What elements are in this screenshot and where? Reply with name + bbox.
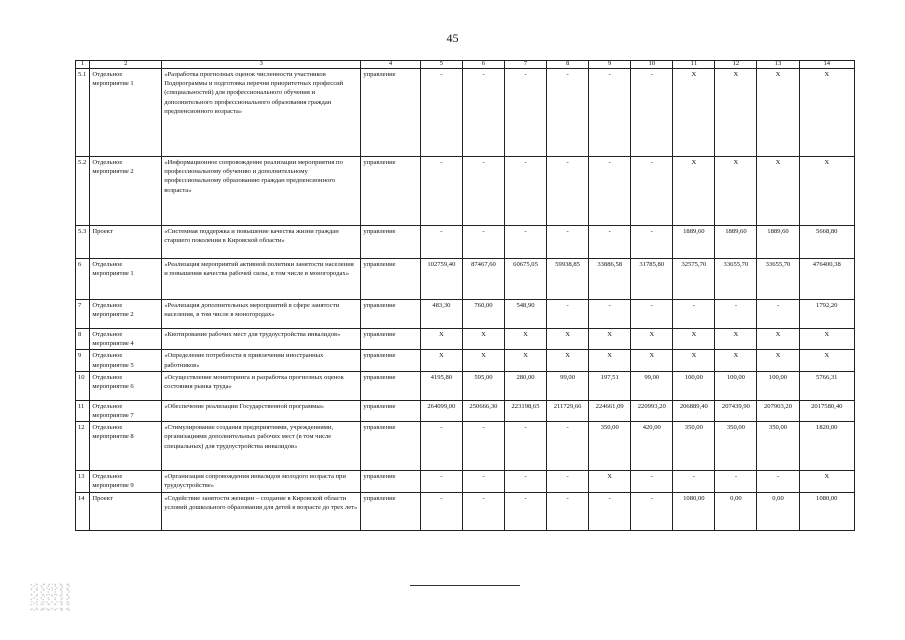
value-cell: X xyxy=(589,350,631,371)
table-row xyxy=(76,471,855,492)
value-cell: X xyxy=(547,329,589,350)
value-cell: - xyxy=(589,69,631,157)
activity-name: «Организация сопровождения инвалидов молодого возраста при трудоустройстве» xyxy=(162,471,361,492)
activity-name: «Реализация мероприятий активной политики занятости населения и повышения качества рабочей силы, в том числе в моногородах» xyxy=(162,259,361,300)
value-cell: X xyxy=(757,329,799,350)
value-cell: 350,00 xyxy=(673,422,715,471)
value-cell: X xyxy=(757,69,799,157)
value-cell: 31785,80 xyxy=(631,259,673,300)
value-cell: 211729,66 xyxy=(547,400,589,421)
executor: управление xyxy=(361,300,421,329)
program-activities-table xyxy=(75,60,855,531)
value-cell: - xyxy=(504,69,546,157)
activity-name: «Обеспечение реализации Государственной программы» xyxy=(162,400,361,421)
value-cell: - xyxy=(420,69,462,157)
value-cell: 33655,70 xyxy=(715,259,757,300)
value-cell: X xyxy=(799,69,854,157)
value-cell: - xyxy=(504,157,546,226)
value-cell: X xyxy=(715,329,757,350)
value-cell: X xyxy=(799,329,854,350)
value-cell: 87467,60 xyxy=(462,259,504,300)
table-row xyxy=(76,422,855,471)
value-cell: - xyxy=(547,492,589,530)
executor: управление xyxy=(361,400,421,421)
value-cell: - xyxy=(631,69,673,157)
table-row xyxy=(76,226,855,259)
header-cell: 14 xyxy=(799,61,854,69)
value-cell: 0,00 xyxy=(715,492,757,530)
value-cell: - xyxy=(420,422,462,471)
value-cell: - xyxy=(673,300,715,329)
value-cell: X xyxy=(673,329,715,350)
column-number-row xyxy=(76,61,855,69)
value-cell: 60675,05 xyxy=(504,259,546,300)
row-number: 5.3 xyxy=(76,226,90,259)
value-cell: 100,00 xyxy=(673,371,715,400)
value-cell: X xyxy=(757,350,799,371)
table-row xyxy=(76,157,855,226)
header-cell: 9 xyxy=(589,61,631,69)
activity-name: «Системная поддержка и повышение качества жизни граждан старшего поколения в Кировской области» xyxy=(162,226,361,259)
value-cell: X xyxy=(504,329,546,350)
value-cell: 264099,00 xyxy=(420,400,462,421)
value-cell: 99,00 xyxy=(631,371,673,400)
header-cell: 5 xyxy=(420,61,462,69)
row-number: 10 xyxy=(76,371,90,400)
value-cell: 207903,20 xyxy=(757,400,799,421)
value-cell: - xyxy=(589,492,631,530)
value-cell: X xyxy=(673,350,715,371)
activity-type: Отдельное мероприятие 9 xyxy=(90,471,162,492)
value-cell: 5766,31 xyxy=(799,371,854,400)
value-cell: 102759,40 xyxy=(420,259,462,300)
activity-name: «Содействие занятости женщин – создание в Кировской области условий дошкольного образования для детей в возрасте до трех лет» xyxy=(162,492,361,530)
value-cell: 33886,58 xyxy=(589,259,631,300)
row-number: 14 xyxy=(76,492,90,530)
value-cell: - xyxy=(757,300,799,329)
row-number: 9 xyxy=(76,350,90,371)
value-cell: - xyxy=(631,157,673,226)
value-cell: - xyxy=(420,471,462,492)
executor: управление xyxy=(361,492,421,530)
value-cell: - xyxy=(547,471,589,492)
value-cell: X xyxy=(673,69,715,157)
header-cell: 11 xyxy=(673,61,715,69)
value-cell: - xyxy=(589,300,631,329)
activity-type: Отдельное мероприятие 7 xyxy=(90,400,162,421)
value-cell: 206889,40 xyxy=(673,400,715,421)
value-cell: 548,90 xyxy=(504,300,546,329)
activity-name: «Разработка прогнозных оценок численности участников Подпрограммы и подготовка перечня приоритетных профессий (специальностей) для профессионального обучения и дополнительного профессионального образования граждан предпенсионного возраста» xyxy=(162,69,361,157)
value-cell: 350,00 xyxy=(757,422,799,471)
executor: управление xyxy=(361,259,421,300)
value-cell: X xyxy=(757,157,799,226)
value-cell: 4195,80 xyxy=(420,371,462,400)
value-cell: - xyxy=(547,157,589,226)
value-cell: - xyxy=(504,492,546,530)
header-cell: 8 xyxy=(547,61,589,69)
table-row xyxy=(76,400,855,421)
value-cell: 280,00 xyxy=(504,371,546,400)
value-cell: X xyxy=(715,69,757,157)
executor: управление xyxy=(361,226,421,259)
value-cell: X xyxy=(799,350,854,371)
activity-name: «Реализация дополнительных мероприятий в сфере занятости населения, в том числе в моногородах» xyxy=(162,300,361,329)
value-cell: 207439,90 xyxy=(715,400,757,421)
value-cell: 220993,20 xyxy=(631,400,673,421)
value-cell: 1080,00 xyxy=(799,492,854,530)
value-cell: 99,00 xyxy=(547,371,589,400)
header-cell: 13 xyxy=(757,61,799,69)
header-cell: 2 xyxy=(90,61,162,69)
value-cell: 420,00 xyxy=(631,422,673,471)
value-cell: - xyxy=(462,422,504,471)
value-cell: - xyxy=(589,226,631,259)
value-cell: - xyxy=(462,492,504,530)
value-cell: X xyxy=(462,350,504,371)
scan-noise xyxy=(30,583,70,613)
row-number: 5.1 xyxy=(76,69,90,157)
footer-rule xyxy=(410,585,520,586)
value-cell: 1889,60 xyxy=(757,226,799,259)
value-cell: - xyxy=(715,471,757,492)
table-row xyxy=(76,259,855,300)
value-cell: 1889,60 xyxy=(715,226,757,259)
value-cell: 33655,70 xyxy=(757,259,799,300)
table-row xyxy=(76,371,855,400)
value-cell: - xyxy=(715,300,757,329)
value-cell: 32575,70 xyxy=(673,259,715,300)
activity-type: Отдельное мероприятие 8 xyxy=(90,422,162,471)
value-cell: 483,30 xyxy=(420,300,462,329)
value-cell: - xyxy=(420,226,462,259)
value-cell: - xyxy=(589,157,631,226)
value-cell: 100,00 xyxy=(757,371,799,400)
value-cell: 2017580,40 xyxy=(799,400,854,421)
value-cell: - xyxy=(504,422,546,471)
value-cell: - xyxy=(547,300,589,329)
value-cell: X xyxy=(715,350,757,371)
value-cell: X xyxy=(420,350,462,371)
table-row xyxy=(76,350,855,371)
executor: управление xyxy=(361,350,421,371)
activity-type: Отдельное мероприятие 2 xyxy=(90,300,162,329)
value-cell: X xyxy=(462,329,504,350)
value-cell: 476400,38 xyxy=(799,259,854,300)
value-cell: - xyxy=(547,226,589,259)
executor: управление xyxy=(361,69,421,157)
header-cell: 1 xyxy=(76,61,90,69)
header-cell: 7 xyxy=(504,61,546,69)
header-cell: 4 xyxy=(361,61,421,69)
value-cell: X xyxy=(631,329,673,350)
executor: управление xyxy=(361,471,421,492)
activity-type: Отдельное мероприятие 4 xyxy=(90,329,162,350)
row-number: 5.2 xyxy=(76,157,90,226)
value-cell: 0,00 xyxy=(757,492,799,530)
activity-type: Отдельное мероприятие 2 xyxy=(90,157,162,226)
table-row xyxy=(76,69,855,157)
activity-type: Отдельное мероприятие 5 xyxy=(90,350,162,371)
value-cell: - xyxy=(420,492,462,530)
activity-name: «Определение потребности в привлечении иностранных работников» xyxy=(162,350,361,371)
value-cell: 1889,60 xyxy=(673,226,715,259)
value-cell: - xyxy=(462,226,504,259)
value-cell: X xyxy=(589,329,631,350)
value-cell: X xyxy=(799,471,854,492)
row-number: 12 xyxy=(76,422,90,471)
value-cell: X xyxy=(715,157,757,226)
activity-name: «Стимулирование создания предприятиями, учреждениями, организациями дополнительных рабочих мест (в том числе специальных) для трудоустройства инвалидов» xyxy=(162,422,361,471)
value-cell: 59938,85 xyxy=(547,259,589,300)
activity-type: Отдельное мероприятие 1 xyxy=(90,69,162,157)
value-cell: 5668,80 xyxy=(799,226,854,259)
value-cell: 197,51 xyxy=(589,371,631,400)
table-row xyxy=(76,300,855,329)
value-cell: - xyxy=(420,157,462,226)
value-cell: X xyxy=(631,350,673,371)
value-cell: X xyxy=(799,157,854,226)
activity-name: «Осуществление мониторинга и разработка прогнозных оценок состояния рынка труда» xyxy=(162,371,361,400)
row-number: 11 xyxy=(76,400,90,421)
row-number: 13 xyxy=(76,471,90,492)
value-cell: - xyxy=(462,471,504,492)
executor: управление xyxy=(361,422,421,471)
value-cell: - xyxy=(462,157,504,226)
activity-type: Отдельное мероприятие 1 xyxy=(90,259,162,300)
header-cell: 10 xyxy=(631,61,673,69)
value-cell: 595,00 xyxy=(462,371,504,400)
activity-type: Проект xyxy=(90,226,162,259)
activity-name: «Квотирование рабочих мест для трудоустройства инвалидов» xyxy=(162,329,361,350)
value-cell: - xyxy=(631,492,673,530)
value-cell: X xyxy=(547,350,589,371)
value-cell: 350,00 xyxy=(715,422,757,471)
executor: управление xyxy=(361,371,421,400)
table-row xyxy=(76,492,855,530)
header-cell: 6 xyxy=(462,61,504,69)
value-cell: - xyxy=(504,226,546,259)
value-cell: 1080,00 xyxy=(673,492,715,530)
header-cell: 3 xyxy=(162,61,361,69)
value-cell: 250666,30 xyxy=(462,400,504,421)
value-cell: - xyxy=(757,471,799,492)
value-cell: - xyxy=(462,69,504,157)
value-cell: 1792,20 xyxy=(799,300,854,329)
executor: управление xyxy=(361,329,421,350)
value-cell: 224661,09 xyxy=(589,400,631,421)
value-cell: X xyxy=(589,471,631,492)
value-cell: 760,00 xyxy=(462,300,504,329)
value-cell: X xyxy=(420,329,462,350)
value-cell: - xyxy=(631,226,673,259)
value-cell: X xyxy=(504,350,546,371)
row-number: 6 xyxy=(76,259,90,300)
activity-type: Отдельное мероприятие 6 xyxy=(90,371,162,400)
value-cell: - xyxy=(631,300,673,329)
value-cell: 100,00 xyxy=(715,371,757,400)
value-cell: - xyxy=(631,471,673,492)
row-number: 7 xyxy=(76,300,90,329)
activity-name: «Информационное сопровождение реализации мероприятия по профессиональному обучению и дополнительному профессиональному образованию граждан предпенсионного возраста» xyxy=(162,157,361,226)
activity-type: Проект xyxy=(90,492,162,530)
row-number: 8 xyxy=(76,329,90,350)
value-cell: - xyxy=(547,69,589,157)
page-number: 45 xyxy=(446,31,459,45)
executor: управление xyxy=(361,157,421,226)
value-cell: - xyxy=(504,471,546,492)
value-cell: X xyxy=(673,157,715,226)
value-cell: - xyxy=(547,422,589,471)
table-row xyxy=(76,329,855,350)
value-cell: 350,00 xyxy=(589,422,631,471)
value-cell: - xyxy=(673,471,715,492)
value-cell: 223198,65 xyxy=(504,400,546,421)
value-cell: 1820,00 xyxy=(799,422,854,471)
header-cell: 12 xyxy=(715,61,757,69)
